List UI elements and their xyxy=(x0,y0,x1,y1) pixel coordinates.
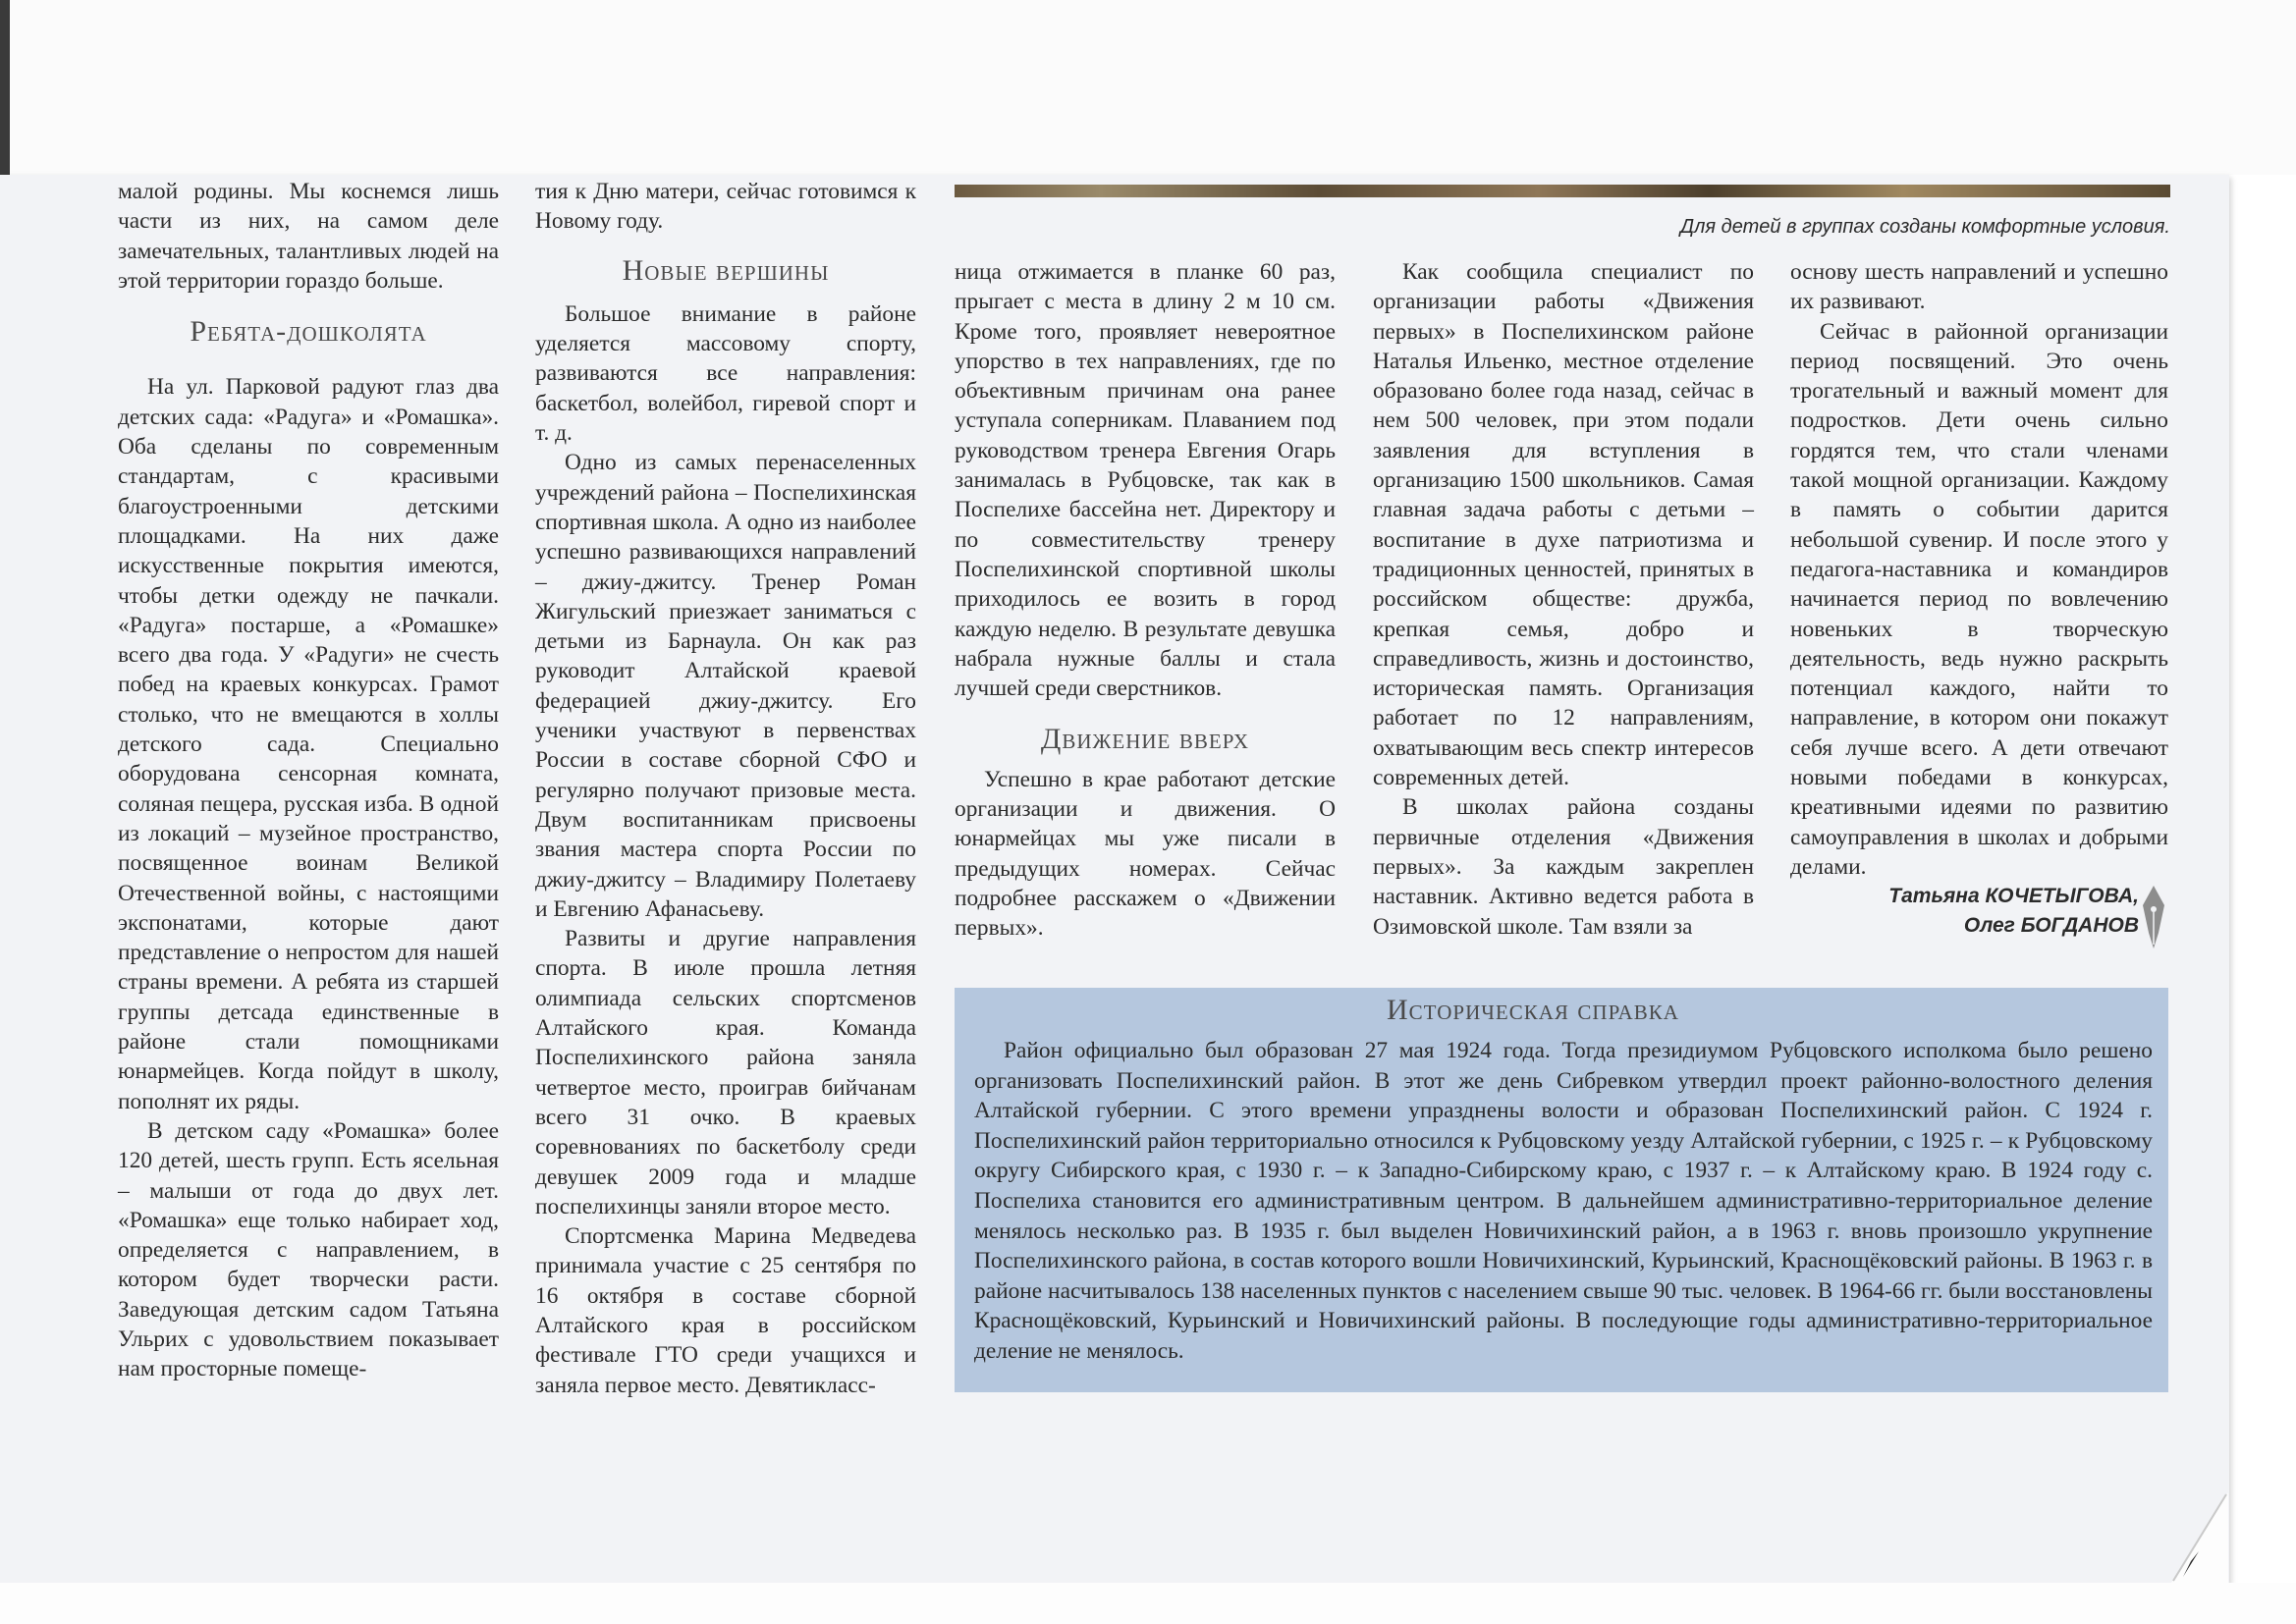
folded-corner xyxy=(2165,1492,2228,1583)
paragraph: тия к Дню матери, сейчас готовимся к Новому году. xyxy=(535,179,916,235)
column-5 xyxy=(1790,257,2168,941)
paragraph: В детском саду «Ромашка» более 120 детей, шесть групп. Есть ясельная – малыши от года до двух лет. «Ромашка» еще только набирает ход, определяется с направлением, в котором будет творчески расти. Заведующая детским садом Татьяна Ульрих с удовольствием показывает нам просторные помеще- xyxy=(118,1117,499,1382)
photo-strip xyxy=(955,185,2170,197)
paragraph: Сейчас в районной организации период посвящений. Это очень трогательный и важный момент для подростков. Дети очень сильно гордятся тем, что стали членами такой мощной организации. Каждому в память о событии дарится небольшой сувенир. И после этого у педагога-наставника и командиров начинается период по вовлечению новеньких в творческую деятельность, ведь нужно раскрыть потенциал каждого, найти то направление, в котором они покажут себя лучше всего. А дети отвечают новыми победами в конкурсах, креативными идеями по развитию самоуправления в школах и добрыми делами. xyxy=(1790,318,2168,880)
fountain-pen-icon xyxy=(2139,884,2168,952)
scan-margin-bottom xyxy=(0,1583,2296,1624)
column-4 xyxy=(1373,257,1754,942)
byline xyxy=(1790,882,2168,941)
author-name: Олег БОГДАНОВ xyxy=(1963,914,2139,938)
paragraph: Развиты и другие направления спорта. В июле прошла летняя олимпиада сельских спортсменов Алтайского края. Команда Поспелихинского района заняла четвертое место, проиграв бийчанам всего 31 очко. В краевых соревнованиях по баскетболу среди девушек 2009 года и младше поспелихинцы заняли второе место. xyxy=(535,926,916,1219)
paragraph: Успешно в крае работают детские организации и движения. О юнармейцах мы уже писали в предыдущих номерах. Сейчас подробнее расскажем о «Движении первых». xyxy=(955,766,1336,942)
historical-note-title: Историческая справка xyxy=(1387,994,1679,1026)
paragraph: Как сообщила специалист по организации работы «Движения первых» в Поспелихинском районе Наталья Ильенко, местное отделение образовано более года назад, сейчас в нем 500 человек, при этом подали заявления для вступления в организацию 1500 школьников. Самая главная задача работы с детьми – воспитание в духе патриотизма и традиционных ценностей, принятых в российском обществе: дружба, крепкая семья, добро и справедливость, жизнь и достоинство, историческая память. Организация работает по 12 направлениям, охватывающим весь спектр интересов современных детей. xyxy=(1373,259,1754,791)
photo-caption: Для детей в группах созданы комфортные условия. xyxy=(1680,216,2170,238)
paragraph: Большое внимание в районе уделяется массовому спорту, развиваются все направления: баскетбол, волейбол, гиревой спорт и т. д. xyxy=(535,300,916,447)
paragraph: ница отжимается в планке 60 раз, прыгает с места в длину 2 м 10 см. Кроме того, проявляет невероятное упорство в тех направлениях, где по объективным причинам она ранее уступала соперникам. Плаванием под руководством тренера Евгения Огарь занималась в Рубцовске, так как в Поспелихе бассейна нет. Директору и по совместительству тренеру Поспелихинской спортивной школы приходилось ее возить в город каждую неделю. В результате девушка набрала нужные баллы и стала лучшей среди сверстников. xyxy=(955,259,1336,702)
paragraph: малой родины. Мы коснемся лишь части из них, на самом деле замечательных, талантливых людей на этой территории гораздо больше. xyxy=(118,179,499,294)
column-2 xyxy=(535,177,916,1400)
paragraph: основу шесть направлений и успешно их развивают. xyxy=(1790,259,2168,315)
paragraph: В школах района созданы первичные отделения «Движения первых». За каждым закреплен наставник. Активно ведется работа в Озимовской школе. Там взяли за xyxy=(1373,794,1754,940)
historical-note-text: Район официально был образован 27 мая 1924 года. Тогда президиумом Рубцовского исполкома было решено организовать Поспелихинский район. В этот же день Сибревком утвердил проект районно-волостного деления Алтайской губернии. С этого времени упразднены волости и образован Поспелихинский район. С 1924 г. Поспелихинский район территориально относился к Рубцовскому уезду Алтайской губернии, с 1925 г. – к Рубцовскому округу Сибирского края, с 1930 г. – к Западно-Сибирскому краю, с 1937 г. – к Алтайскому краю. В 1924 году с. Поспелиха становится его административным центром. В дальнейшем административно-территориальное деление менялось несколько раз. В 1935 г. был выделен Новичихинский район, а в 1963 г. вновь произошло укрупнение Поспелихинского района, в состав которого вошли Новичихинский, Курьинский, Краснощёковский районы. В 1963 г. в районе насчитывалось 138 населенных пунктов с населением свыше 90 тыс. человек. В 1964-66 гг. были восстановлены Краснощёковский, Курьинский и Новичихинский районы. В последующие годы административно-территориальное деление не менялось. xyxy=(974,1038,2153,1364)
author-name: Татьяна КОЧЕТЫГОВА, xyxy=(1888,885,2139,908)
column-1 xyxy=(118,177,499,1384)
column-3 xyxy=(955,257,1336,944)
scan-edge-mark xyxy=(0,0,10,187)
paragraph: Одно из самых перенаселенных учреждений района – Поспелихинская спортивная школа. А одно из наиболее успешно развивающихся направлений – джиу-джитсу. Тренер Роман Жигульский приезжает заниматься с детьми из Барнаула. Он как раз руководит Алтайской краевой федерацией джиу-джитсу. Его ученики участвуют в первенствах России в составе сборной СФО и регулярно получают призовые места. Двум воспитанникам присвоены звания мастера спорта России по джиу-джитсу – Владимиру Полетаеву и Евгению Афанасьеву. xyxy=(535,450,916,922)
scan-margin-top xyxy=(0,0,2296,175)
paragraph: Спортсменка Марина Медведева принимала участие с 25 сентября по 16 октября в составе сборной Алтайского края в российском фестивале ГТО среди учащихся и заняла первое место. Девятикласс- xyxy=(535,1223,916,1398)
paragraph: На ул. Парковой радуют глаз два детских сада: «Радуга» и «Ромашка». Оба сделаны по современным стандартам, с красивыми благоустроенными детскими площадками. На них даже искусственные покрытия имеются, чтобы детки одежду не пачкали. «Радуга» постарше, а «Ромашке» всего два года. У «Радуги» не счесть побед на краевых конкурсах. Грамот столько, что не вмещаются в холлы детского сада. Специально оборудована сенсорная комната, соляная пещера, русская изба. В одной из локаций – музейное пространство, посвященное воинам Великой Отечественной войны, с настоящими экспонатами, которые дают представление о непростом для нашей страны времени. А ребята из старшей группы детсада единственные в районе стали помощниками юнармейцев. Когда пойдут в школу, пополнят их ряды. xyxy=(118,374,499,1114)
section-heading: Новые вершины xyxy=(622,253,830,287)
section-heading: Движение вверх xyxy=(1040,723,1250,756)
section-heading: Ребята-дошколята xyxy=(190,315,427,349)
